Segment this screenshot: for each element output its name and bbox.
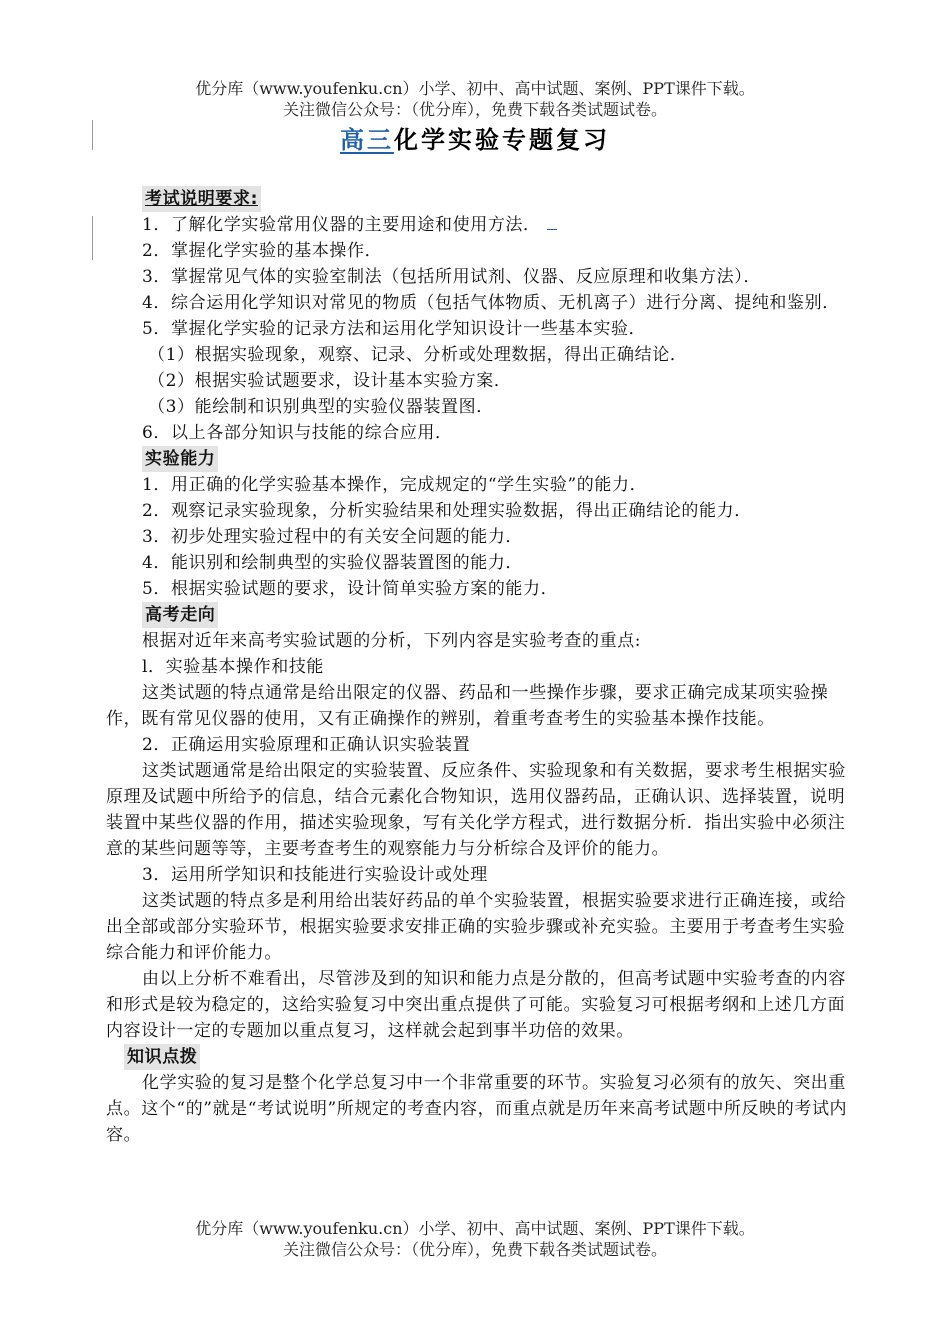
paragraph: 根据对近年来高考实验试题的分析，下列内容是实验考查的重点:: [142, 631, 642, 651]
section-heading-ability: 实验能力: [142, 446, 218, 472]
paragraph: 这类试题的特点通常是给出限定的仪器、药品和一些操作步骤，要求正确完成某项实验操作，既有常见仪器的使用，又有正确操作的辨别，着重考查考生的实验基本操作技能。: [106, 683, 829, 729]
footer-line-2: 关注微信公众号：（优分库），免费下载各类试题试卷。: [282, 1240, 667, 1259]
list-item: 4．综合运用化学知识对常见的物质（包括气体物质、无机离子）进行分离、提纯和鉴别．: [142, 293, 840, 313]
header-line-2: 关注微信公众号：（优分库），免费下载各类试题试卷。: [282, 100, 667, 119]
list-item: 5．根据实验试题的要求，设计简单实验方案的能力．: [142, 579, 559, 599]
list-item: 1．了解化学实验常用仪器的主要用途和使用方法．: [106, 212, 848, 238]
paragraph: 这类试题通常是给出限定的实验装置、反应条件、实验现象和有关数据，要求考生根据实验原理及试题中所给予的信息，结合元素化合物知识，选用仪器药品，正确认识、选择装置，说明装置中某些仪器的作用，描述实验现象，写有关化学方程式，进行数据分析．指出实验中必须注意的某些问题等等，主要考查考生的观察能力与分析综合及评价的能力。: [106, 761, 846, 859]
page-header: [0, 78, 950, 120]
section-heading-exam-requirements: 考试说明要求:: [142, 186, 261, 212]
list-item: 6．以上各部分知识与技能的综合应用．: [142, 423, 453, 443]
paragraph: 由以上分析不难看出，尽管涉及到的知识和能力点是分散的，但高考试题中实验考查的内容和形式是较为稳定的，这给实验复习中突出重点提供了可能。实验复习可根据考纲和上述几方面内容设计一定的专题加以重点复习，这样就会起到事半功倍的效果。: [106, 969, 846, 1041]
list-item: 4．能识别和绘制典型的实验仪器装置图的能力．: [142, 553, 524, 573]
list-item: 3．初步处理实验过程中的有关安全问题的能力．: [142, 527, 524, 547]
list-item: 2．掌握化学实验的基本操作．: [142, 241, 383, 261]
footer-line-1: 优分库（www.youfenku.cn）小学、初中、高中试题、案例、PPT课件下载。: [195, 1219, 755, 1238]
page-footer: [0, 1218, 950, 1260]
list-item: 1．用正确的化学实验基本操作，完成规定的“学生实验”的能力．: [142, 475, 648, 495]
page-title: [0, 120, 950, 155]
title-part-1: 高三: [340, 126, 394, 154]
list-item: 3．掌握常见气体的实验室制法（包括所用试剂、仪器、反应原理和收集方法）．: [142, 267, 761, 287]
list-item: （1）根据实验现象，观察、记录、分析或处理数据，得出正确结论．: [148, 345, 688, 365]
subheading: 2．正确运用实验原理和正确认识实验装置: [142, 735, 471, 755]
document-body: [106, 186, 848, 1148]
list-item: 2．观察记录实验现象，分析实验结果和处理实验数据，得出正确结论的能力．: [142, 501, 752, 521]
list-item: （3）能绘制和识别典型的实验仪器装置图．: [148, 397, 494, 417]
margin-bar: [92, 216, 93, 260]
section-heading-knowledge: 知识点拨: [124, 1044, 200, 1070]
header-line-1: 优分库（www.youfenku.cn）小学、初中、高中试题、案例、PPT课件下载。: [195, 79, 755, 98]
section-heading-trend: 高考走向: [142, 602, 218, 628]
text-cursor-mark: [547, 229, 557, 230]
subheading: l．实验基本操作和技能: [142, 657, 325, 677]
subheading: 3．运用所学知识和技能进行实验设计或处理: [142, 865, 488, 885]
list-item: 5．掌握化学实验的记录方法和运用化学知识设计一些基本实验．: [142, 319, 647, 339]
paragraph: 化学实验的复习是整个化学总复习中一个非常重要的环节。实验复习必须有的放矢、突出重点。这个“的”就是“考试说明”所规定的考查内容，而重点就是历年来高考试题中所反映的考试内容。: [106, 1073, 848, 1145]
list-item: （2）根据实验试题要求，设计基本实验方案．: [148, 371, 512, 391]
title-part-2: 化学实验专题复习: [394, 126, 610, 154]
paragraph: 这类试题的特点多是利用给出装好药品的单个实验装置，根据实验要求进行正确连接，或给出全部或部分实验环节，根据实验要求安排正确的实验步骤或补充实验。主要用于考查考生实验综合能力和评价能力。: [106, 891, 846, 963]
